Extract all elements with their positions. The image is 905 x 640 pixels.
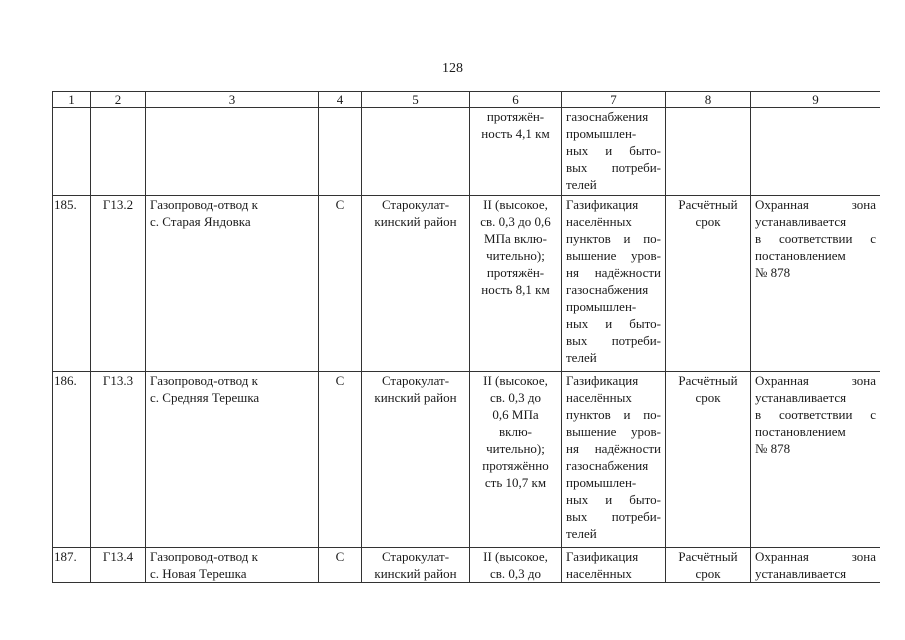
cell-line: срок bbox=[695, 566, 721, 581]
cell-number: 186. bbox=[53, 372, 91, 548]
cell-line: Газификация bbox=[566, 373, 639, 388]
cell-line: Газопровод-отвод к bbox=[150, 197, 258, 212]
cell-line: населённых bbox=[566, 214, 632, 229]
cell-line: Старокулат- bbox=[381, 373, 450, 388]
cell-purpose bbox=[562, 196, 666, 372]
cell-purpose bbox=[562, 548, 666, 583]
cell-params bbox=[470, 108, 562, 196]
cell-line: вых потреби- bbox=[566, 160, 661, 175]
cell-line: промышлен- bbox=[566, 299, 637, 314]
cell-line: св. 0,3 до bbox=[489, 390, 542, 405]
cell-line: ных и быто- bbox=[566, 316, 661, 331]
cell-line: кинский район bbox=[374, 214, 457, 229]
cell-line: Газификация bbox=[566, 549, 639, 564]
cell-line: вклю- bbox=[499, 424, 532, 439]
cell-line: Газопровод-отвод к bbox=[150, 373, 258, 388]
cell-line: в соответствии с bbox=[755, 231, 876, 246]
cell-line: газоснабжения bbox=[566, 282, 649, 297]
cell-name bbox=[146, 548, 319, 583]
cell-line: Расчётный bbox=[678, 549, 738, 564]
cell-term bbox=[666, 196, 751, 372]
cell-line: газоснабжения bbox=[566, 458, 649, 473]
cell-number: 187. bbox=[53, 548, 91, 583]
cell-purpose bbox=[562, 372, 666, 548]
cell-line: протяжён- bbox=[486, 109, 545, 124]
cell-line: пунктов и по- bbox=[566, 231, 661, 246]
header-row bbox=[53, 92, 881, 108]
cell-line: Охранная зона bbox=[755, 373, 876, 388]
table-row-continuation bbox=[53, 108, 881, 196]
cell-line: населённых bbox=[566, 390, 632, 405]
cell-line: ных и быто- bbox=[566, 143, 661, 158]
cell-line: Газопровод-отвод к bbox=[150, 549, 258, 564]
cell-line: устанавливается bbox=[755, 214, 847, 229]
cell-line: Охранная зона bbox=[755, 197, 876, 212]
cell-zone bbox=[751, 196, 881, 372]
cell-line: устанавливается bbox=[755, 566, 847, 581]
cell-line: ня надёжности bbox=[566, 441, 661, 456]
cell-line: ня надёжности bbox=[566, 265, 661, 280]
cell-line: устанавливается bbox=[755, 390, 847, 405]
header-col-8: 8 bbox=[666, 92, 751, 108]
cell-params bbox=[470, 548, 562, 583]
cell-name bbox=[146, 372, 319, 548]
table-row bbox=[53, 196, 881, 372]
cell-line: св. 0,3 до 0,6 bbox=[480, 214, 551, 229]
header-col-6: 6 bbox=[470, 92, 562, 108]
header-col-4: 4 bbox=[319, 92, 362, 108]
header-col-5: 5 bbox=[362, 92, 470, 108]
cell-line: ных и быто- bbox=[566, 492, 661, 507]
header-col-3: 3 bbox=[146, 92, 319, 108]
cell-line: Старокулат- bbox=[381, 549, 450, 564]
cell-type: С bbox=[319, 196, 362, 372]
cell-code: Г13.3 bbox=[91, 372, 146, 548]
cell-zone bbox=[751, 372, 881, 548]
cell-line: II (высокое, bbox=[483, 549, 548, 564]
header-col-2: 2 bbox=[91, 92, 146, 108]
header-col-9: 9 bbox=[751, 92, 881, 108]
cell-line: II (высокое, bbox=[483, 373, 548, 388]
header-col-1: 1 bbox=[53, 92, 91, 108]
cell-line: Расчётный bbox=[678, 197, 738, 212]
cell-district bbox=[362, 548, 470, 583]
cell-line: МПа вклю- bbox=[484, 231, 547, 246]
cell-params bbox=[470, 372, 562, 548]
cell-line: II (высокое, bbox=[483, 197, 548, 212]
cell-district bbox=[362, 372, 470, 548]
gas-pipeline-table bbox=[52, 91, 880, 583]
cell-line: телей bbox=[566, 526, 597, 541]
cell-line: с. Новая Терешка bbox=[150, 566, 247, 581]
cell-district bbox=[362, 196, 470, 372]
cell-line: с. Старая Яндовка bbox=[150, 214, 251, 229]
cell-number: 185. bbox=[53, 196, 91, 372]
cell-line: телей bbox=[566, 350, 597, 365]
cell-line: чительно); bbox=[486, 248, 545, 263]
cell-line: ность 8,1 км bbox=[481, 282, 550, 297]
cell-line: Охранная зона bbox=[755, 549, 876, 564]
cell-term bbox=[666, 548, 751, 583]
cell-line: промышлен- bbox=[566, 126, 637, 141]
cell-line: населённых bbox=[566, 566, 632, 581]
cell-line: вышение уров- bbox=[566, 248, 661, 263]
cell-line: газоснабжения bbox=[566, 109, 649, 124]
cell-line: постановлением bbox=[755, 248, 846, 263]
cell-line: ность 4,1 км bbox=[481, 126, 550, 141]
cell-line: Расчётный bbox=[678, 373, 738, 388]
cell-line: в соответствии с bbox=[755, 407, 876, 422]
cell-type: С bbox=[319, 548, 362, 583]
cell-line: чительно); bbox=[486, 441, 545, 456]
table-row bbox=[53, 372, 881, 548]
cell-line: кинский район bbox=[374, 390, 457, 405]
cell-zone bbox=[751, 548, 881, 583]
cell-params bbox=[470, 196, 562, 372]
cell-line: вышение уров- bbox=[566, 424, 661, 439]
cell-line: 0,6 МПа bbox=[492, 407, 539, 422]
cell-line: телей bbox=[566, 177, 597, 192]
cell-code: Г13.4 bbox=[91, 548, 146, 583]
cell-line: № 878 bbox=[755, 265, 791, 280]
cell-term bbox=[666, 372, 751, 548]
cell-purpose bbox=[562, 108, 666, 196]
cell-line: Старокулат- bbox=[381, 197, 450, 212]
cell-line: постановлением bbox=[755, 424, 846, 439]
cell-line: Газификация bbox=[566, 197, 639, 212]
document-table-container bbox=[52, 91, 880, 590]
cell-line: протяжён- bbox=[486, 265, 545, 280]
cell-line: вых потреби- bbox=[566, 333, 661, 348]
cell-line: промышлен- bbox=[566, 475, 637, 490]
cell-line: пунктов и по- bbox=[566, 407, 661, 422]
cell-line: № 878 bbox=[755, 441, 791, 456]
cell-code: Г13.2 bbox=[91, 196, 146, 372]
cell-line: сть 10,7 км bbox=[484, 475, 547, 490]
page-number: 128 bbox=[442, 61, 463, 76]
cell-line: протяжённо bbox=[482, 458, 549, 473]
cell-line: вых потреби- bbox=[566, 509, 661, 524]
cell-line: срок bbox=[695, 390, 721, 405]
cell-line: срок bbox=[695, 214, 721, 229]
cell-line: кинский район bbox=[374, 566, 457, 581]
header-col-7: 7 bbox=[562, 92, 666, 108]
cell-line: с. Средняя Терешка bbox=[150, 390, 260, 405]
table-row bbox=[53, 548, 881, 583]
cell-name bbox=[146, 196, 319, 372]
cell-type: С bbox=[319, 372, 362, 548]
cell-line: св. 0,3 до bbox=[489, 566, 542, 581]
